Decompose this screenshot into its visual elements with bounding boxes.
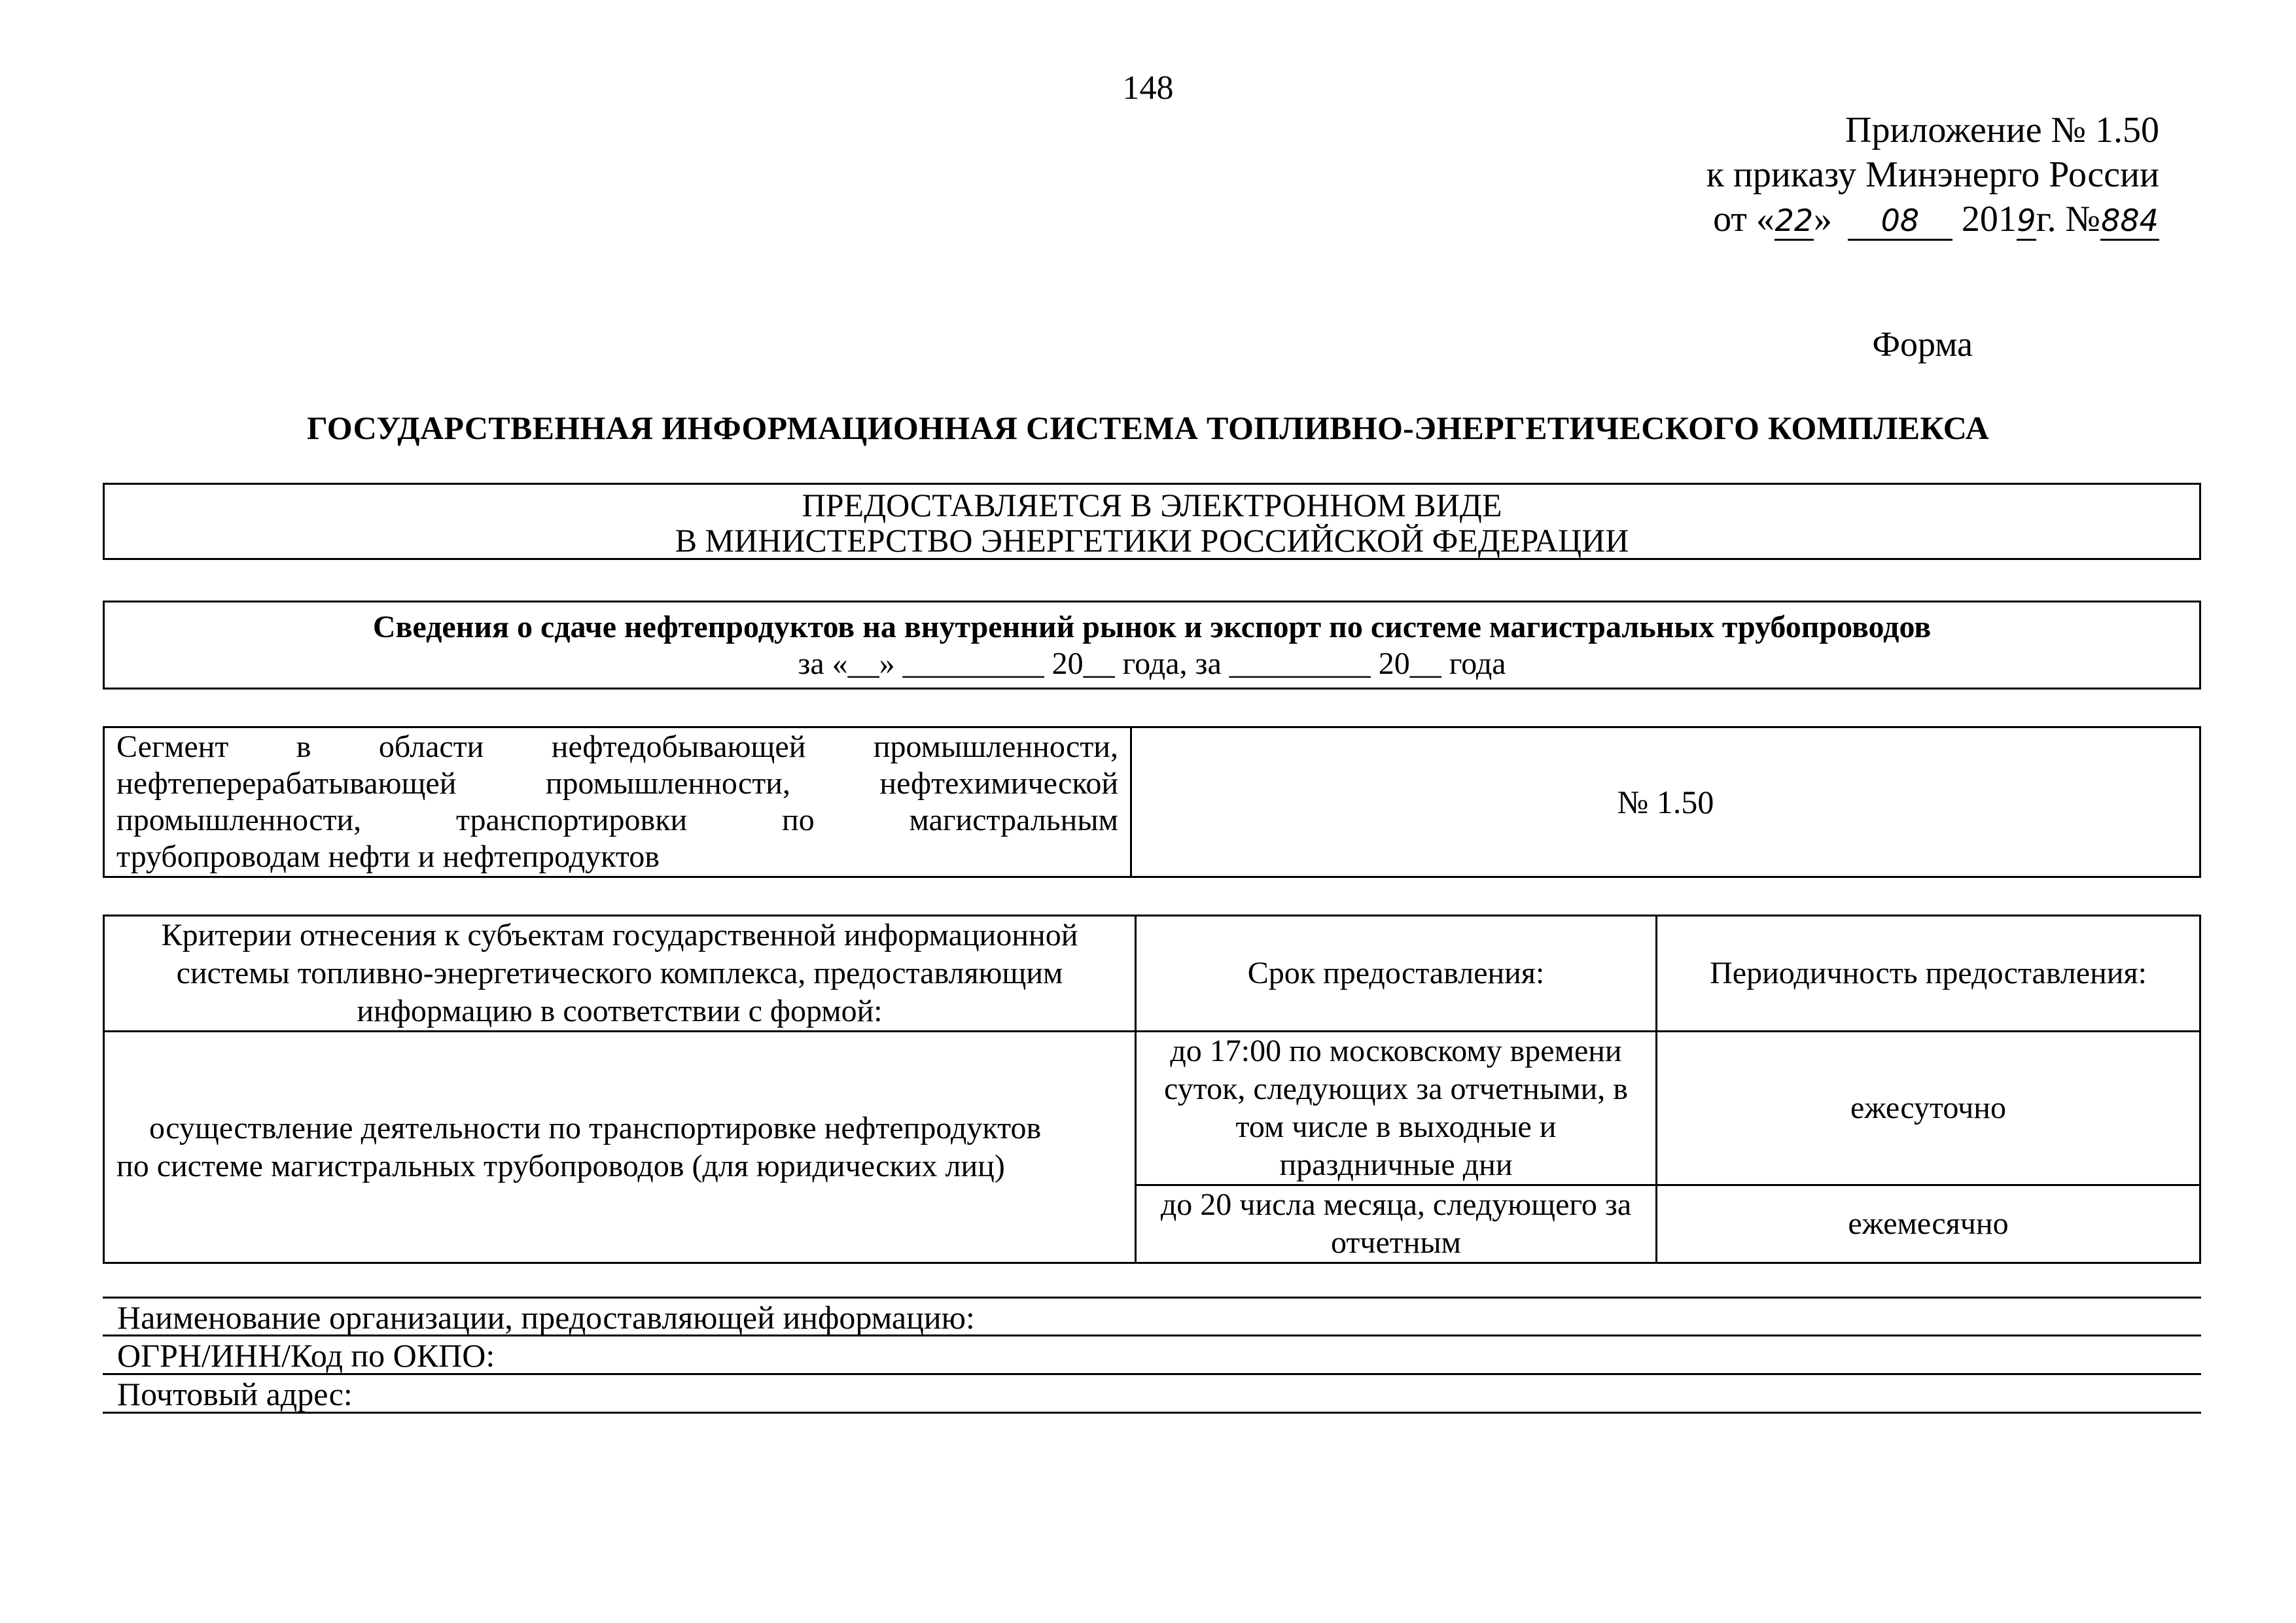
criteria-text: осуществление деятельности по транспортировке нефтепродуктов по системе магистральных трубопроводов (для юридических лиц) (104, 1032, 1136, 1263)
periodicity-monthly: ежемесячно (1657, 1185, 2200, 1263)
segment-form-number: № 1.50 (1131, 727, 2200, 877)
page-number: 148 (1122, 69, 1174, 107)
table-row (104, 1032, 2200, 1185)
header-deadline: Срок предоставления: (1136, 916, 1657, 1032)
deadline-monthly: до 20 числа месяца, следующего за отчетным (1136, 1185, 1657, 1263)
deadline-daily: до 17:00 по московскому времени суток, следующих за отчетными, в том числе в выходные и праздничные дни (1136, 1032, 1657, 1185)
footer-bottom-rule (103, 1412, 2201, 1414)
electronic-box-line1: ПРЕДОСТАВЛЯЕТСЯ В ЭЛЕКТРОННОМ ВИДЕ (802, 487, 1502, 523)
segment-description: Сегмент в области нефтедобывающей промышленности, нефтеперерабатывающей промышленности, нефтехимической промышленности, транспортировки по магистральным трубопроводам нефти и нефтепродуктов (104, 727, 1131, 877)
handwritten-month: 08 (1848, 202, 1952, 241)
address-field: Почтовый адрес: (103, 1373, 2201, 1413)
electronic-box-line2: В МИНИСТЕРСТВО ЭНЕРГЕТИКИ РОССИЙСКОЙ ФЕДЕРАЦИИ (675, 522, 1629, 559)
main-title: ГОСУДАРСТВЕННАЯ ИНФОРМАЦИОННАЯ СИСТЕМА ТОПЛИВНО-ЭНЕРГЕТИЧЕСКОГО КОМПЛЕКСА (306, 410, 1990, 446)
appendix-header (1557, 108, 2159, 241)
form-label: Форма (1872, 324, 1973, 364)
handwritten-year-digit: 9 (2017, 202, 2036, 241)
handwritten-day: 22 (1775, 202, 1814, 241)
org-name-field: Наименование организации, предоставляющей информацию: (103, 1297, 2201, 1336)
info-box-title: Сведения о сдаче нефтепродуктов на внутренний рынок и экспорт по системе магистральных трубопроводов (372, 610, 1932, 644)
criteria-header-row (104, 916, 2200, 1032)
header-criteria: Критерии отнесения к субъектам государственной информационной системы топливно-энергетического комплекса, предоставляющим информацию в соответствии с формой: (104, 916, 1136, 1032)
header-periodicity: Периодичность предоставления: (1657, 916, 2200, 1032)
criteria-table (103, 915, 2201, 1264)
periodicity-daily: ежесуточно (1657, 1032, 2200, 1185)
appendix-order-ref: к приказу Минэнерго России (1706, 154, 2159, 195)
ids-field: ОГРН/ИНН/Код по ОКПО: (103, 1335, 2201, 1374)
info-box (103, 601, 2201, 689)
handwritten-order-number: 884 (2100, 202, 2159, 241)
appendix-order-date: от «22» 08 2019г. №884 (1713, 199, 2159, 239)
electronic-submission-box (103, 483, 2201, 560)
segment-table (103, 726, 2201, 878)
appendix-title: Приложение № 1.50 (1845, 110, 2159, 150)
info-box-period: за «__» _________ 20__ года, за _________ 20__ года (798, 646, 1506, 681)
